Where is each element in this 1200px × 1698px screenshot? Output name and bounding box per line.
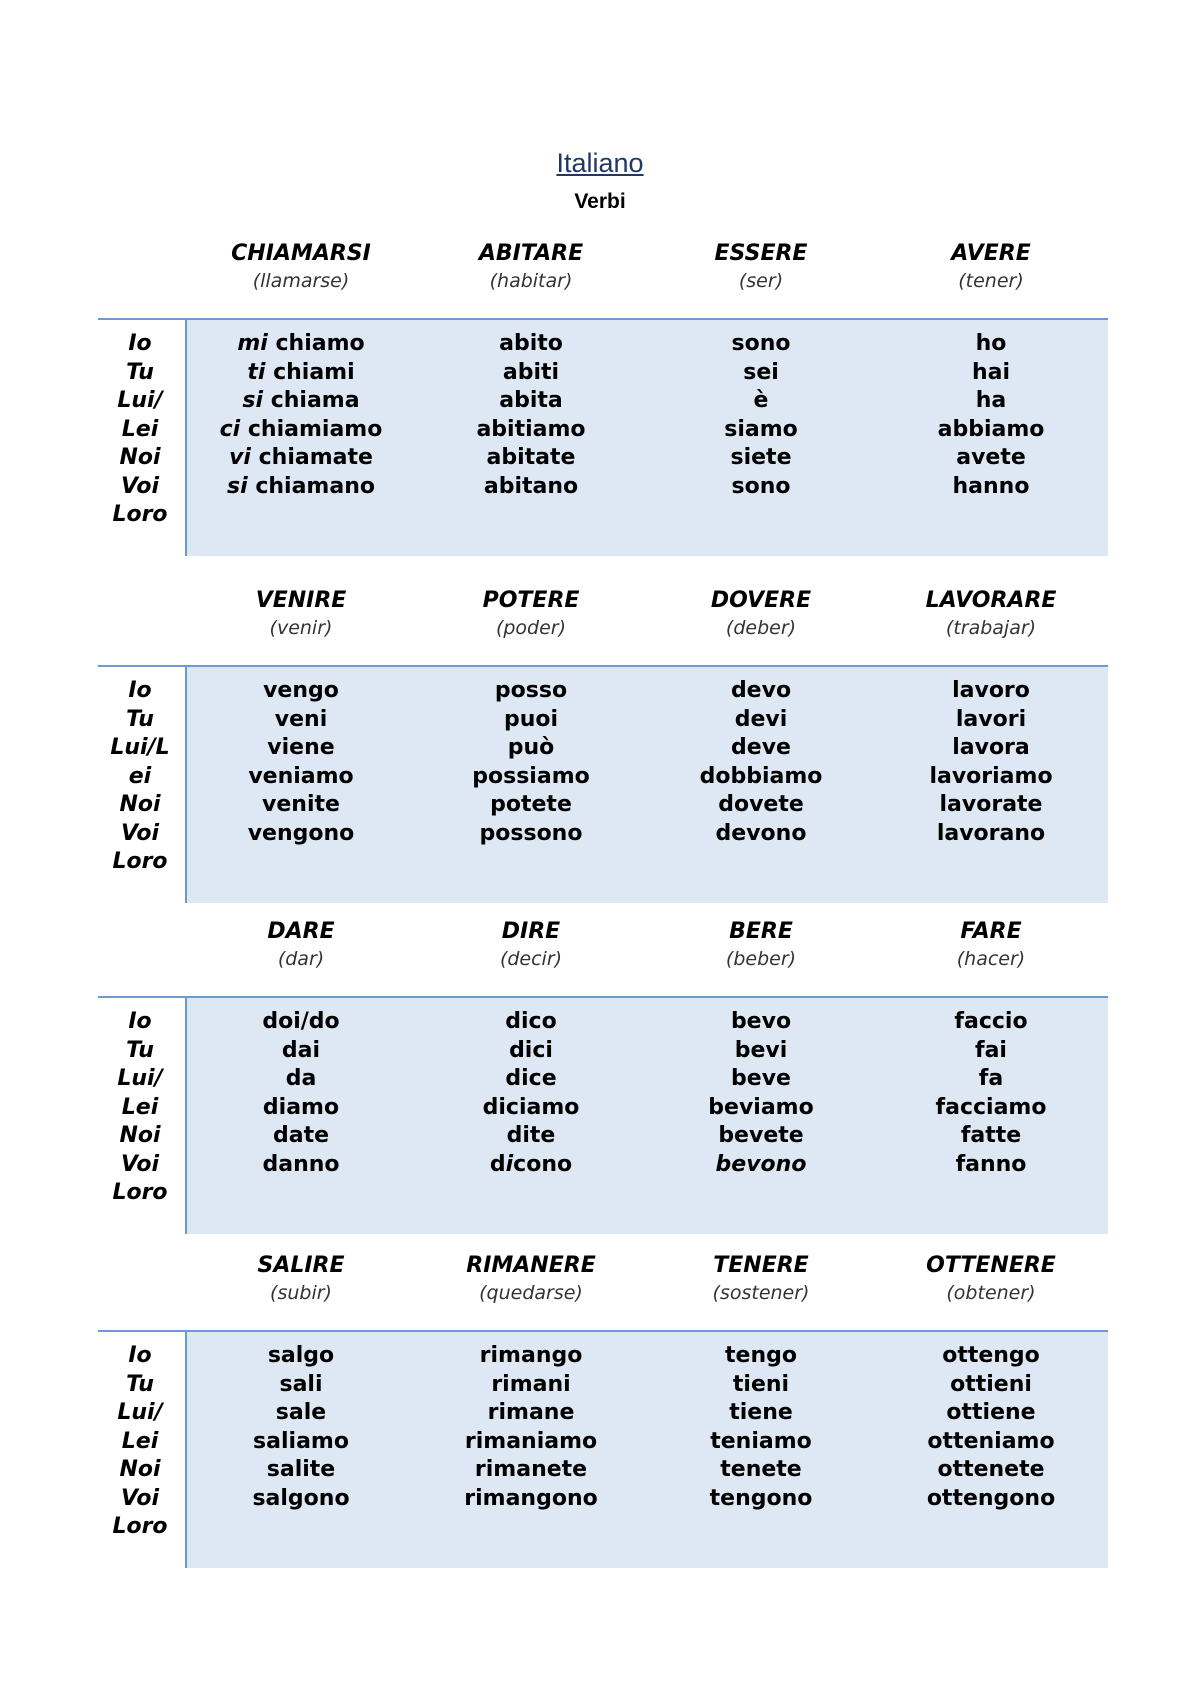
verb-header <box>876 240 1106 294</box>
conjugated-form: lavoro <box>952 678 1030 703</box>
conjugated-form: fai <box>975 1037 1007 1063</box>
verb-translation: (deber) <box>725 617 797 639</box>
reflexive-pronoun: si <box>227 473 248 499</box>
verb-header <box>186 1252 416 1306</box>
verb-infinitive: RIMANERE <box>466 1253 596 1278</box>
verb-form: chiamo <box>267 331 365 356</box>
conjugated-form: tengo <box>725 1343 797 1368</box>
conjugated-form: abitano <box>483 473 579 499</box>
verb-infinitive: DIRE <box>501 919 561 944</box>
verb-translation: (poder) <box>495 617 567 639</box>
verb-header <box>876 918 1106 972</box>
verb-infinitive: CHIAMARSI <box>231 241 371 266</box>
conjugated-form: rimango <box>479 1343 583 1368</box>
conjugated-form: lavorate <box>939 792 1043 817</box>
verb-infinitive: TENERE <box>713 1253 809 1278</box>
verb-translation: (venir) <box>269 617 333 639</box>
verb-header <box>416 1252 646 1306</box>
verb-form-part: cono <box>513 1151 573 1177</box>
conjugated-form: ottiene <box>946 1400 1036 1425</box>
conjugated-form: faccio <box>954 1009 1028 1034</box>
conjugated-form: ottengono <box>926 1485 1056 1511</box>
conjugation-column <box>876 677 1106 848</box>
conjugation-column <box>186 330 416 501</box>
pronoun: Tu <box>126 1037 154 1063</box>
conjugation-column <box>876 1008 1106 1179</box>
verb-form-part: d <box>489 1151 506 1177</box>
verb-form: chiamate <box>250 445 373 470</box>
verb-headers <box>98 587 1108 657</box>
conjugated-form: date <box>272 1123 330 1148</box>
conjugated-form: abitate <box>486 445 576 470</box>
conjugated-form: avete <box>956 445 1026 470</box>
conjugated-form: possiamo <box>472 763 590 789</box>
verb-header <box>876 1252 1106 1306</box>
conjugation-column <box>416 1342 646 1513</box>
conjugated-form: devi <box>734 706 788 732</box>
pronoun: Loro <box>112 502 168 527</box>
conjugated-form: doi/do <box>262 1009 340 1034</box>
verb-infinitive: ESSERE <box>714 241 808 266</box>
verb-form: chiami <box>265 359 355 385</box>
conjugated-form: viene <box>267 735 335 760</box>
pronoun: Lui/ <box>117 1400 163 1425</box>
verb-translation: (subir) <box>270 1282 332 1304</box>
conjugated-form: da <box>285 1066 317 1091</box>
conjugation-column <box>646 677 876 848</box>
pronoun: Voi <box>120 820 160 846</box>
verb-headers <box>98 1252 1108 1322</box>
conjugated-form: ottenete <box>937 1457 1045 1482</box>
conjugated-form <box>416 1151 646 1180</box>
verb-infinitive: DARE <box>267 919 335 944</box>
conjugated-form: beve <box>731 1066 791 1091</box>
conjugated-form: devono <box>715 820 807 846</box>
conjugated-form: veniamo <box>248 763 354 789</box>
page-subtitle: Verbi <box>574 190 626 213</box>
conjugated-form: ottengo <box>942 1343 1040 1368</box>
conjugation-body <box>98 320 1108 556</box>
conjugated-form: lavorano <box>936 820 1046 846</box>
conjugated-form: dai <box>281 1037 321 1063</box>
verb-infinitive: POTERE <box>482 588 580 613</box>
pronoun: Voi <box>120 473 160 499</box>
conjugated-form <box>646 1151 876 1180</box>
conjugated-form: dite <box>506 1123 556 1148</box>
conjugated-form: hanno <box>952 473 1030 499</box>
conjugated-form: sali <box>279 1371 323 1397</box>
pronoun-column <box>98 330 182 530</box>
conjugated-form: lavoriamo <box>929 763 1053 789</box>
conjugated-form: rimani <box>491 1371 571 1397</box>
pronoun: Io <box>128 1009 152 1034</box>
verb-infinitive: ABITARE <box>478 241 584 266</box>
pronoun: Io <box>128 678 152 703</box>
verb-infinitive: BERE <box>729 919 793 944</box>
verb-header <box>186 918 416 972</box>
verb-infinitive: SALIRE <box>257 1253 345 1278</box>
conjugated-form: deve <box>731 735 791 760</box>
pronoun-column <box>98 1342 182 1542</box>
reflexive-pronoun: vi <box>229 445 251 470</box>
conjugated-form: salgo <box>267 1343 335 1368</box>
conjugated-form: bevi <box>734 1037 788 1063</box>
verb-translation: (hacer) <box>956 948 1026 970</box>
verb-header <box>186 587 416 641</box>
pronoun: Lei <box>121 416 159 442</box>
verb-header <box>186 240 416 294</box>
conjugated-form: dici <box>509 1037 553 1063</box>
conjugation-column <box>186 1342 416 1513</box>
conjugated-form: puoi <box>503 706 559 732</box>
pronoun: Lui/ <box>117 388 163 413</box>
conjugated-form: posso <box>494 678 568 703</box>
verb-header <box>876 587 1106 641</box>
reflexive-pronoun: ci <box>219 416 241 442</box>
verb-infinitive: OTTENERE <box>926 1253 1056 1278</box>
conjugated-form: hai <box>971 359 1011 385</box>
conjugated-form: saliamo <box>253 1428 349 1454</box>
verb-form: chiamano <box>247 473 375 499</box>
conjugated-form: beviamo <box>708 1094 814 1120</box>
conjugated-form: dovete <box>718 792 804 817</box>
pronoun: Lui/L <box>110 735 170 760</box>
conjugated-form: venite <box>262 792 340 817</box>
conjugated-form: rimaniamo <box>464 1428 598 1454</box>
verb-infinitive: AVERE <box>951 241 1031 266</box>
conjugated-form: ottieni <box>950 1371 1032 1397</box>
conjugation-column <box>876 1342 1106 1513</box>
verb-infinitive: LAVORARE <box>925 588 1057 613</box>
verb-translation: (ser) <box>738 270 784 292</box>
verb-header <box>646 1252 876 1306</box>
conjugated-form: tiene <box>729 1400 793 1425</box>
conjugation-column <box>416 677 646 848</box>
conjugation-column <box>646 1008 876 1179</box>
verb-translation: (sostener) <box>712 1282 810 1304</box>
pronoun-column <box>98 677 182 877</box>
verb-infinitive: VENIRE <box>255 588 347 613</box>
verb-translation: (obtener) <box>946 1282 1036 1304</box>
pronoun: Noi <box>119 445 161 470</box>
pronoun: Lui/ <box>117 1066 163 1091</box>
conjugated-form: lavori <box>955 706 1027 732</box>
conjugated-form: bevo <box>730 1009 792 1034</box>
reflexive-pronoun: ti <box>247 359 266 385</box>
verb-header <box>646 587 876 641</box>
conjugated-form <box>186 416 416 445</box>
conjugated-form: bevete <box>718 1123 804 1148</box>
conjugated-form: fa <box>978 1066 1004 1091</box>
conjugated-form: vengono <box>247 820 355 846</box>
verb-translation: (quedarse) <box>479 1282 583 1304</box>
conjugated-form <box>186 359 416 388</box>
conjugated-form: potete <box>490 792 572 817</box>
pronoun: Lei <box>121 1094 159 1120</box>
conjugated-form: rimane <box>487 1400 575 1425</box>
conjugated-form: fanno <box>955 1151 1027 1177</box>
verb-form-italic: i <box>505 1151 514 1177</box>
verb-headers <box>98 918 1108 988</box>
verb-form-italic: bevono <box>715 1151 807 1177</box>
conjugated-form: abitiamo <box>476 416 586 442</box>
conjugated-form <box>186 330 416 359</box>
conjugated-form: diciamo <box>482 1094 580 1120</box>
reflexive-pronoun: mi <box>237 331 268 356</box>
conjugated-form <box>186 387 416 416</box>
conjugated-form: dobbiamo <box>699 763 823 789</box>
conjugated-form: rimangono <box>464 1485 598 1511</box>
conjugated-form: tenete <box>720 1457 802 1482</box>
conjugation-body <box>98 667 1108 903</box>
conjugated-form: otteniamo <box>927 1428 1055 1454</box>
conjugated-form: può <box>507 735 555 760</box>
conjugated-form: fatte <box>960 1123 1022 1148</box>
conjugated-form: rimanete <box>474 1457 588 1482</box>
pronoun: Tu <box>126 706 154 732</box>
conjugated-form: sale <box>275 1400 327 1425</box>
conjugated-form: siamo <box>724 416 798 442</box>
pronoun: Lei <box>121 1428 159 1454</box>
conjugated-form: ho <box>975 331 1007 356</box>
conjugation-column <box>416 1008 646 1179</box>
conjugated-form: sono <box>731 331 791 356</box>
verb-header <box>416 587 646 641</box>
conjugated-form: possono <box>479 820 583 846</box>
conjugation-body <box>98 1332 1108 1568</box>
conjugated-form: devo <box>730 678 792 703</box>
conjugated-form: salgono <box>252 1485 350 1511</box>
conjugation-column <box>186 677 416 848</box>
conjugated-form: abbiamo <box>937 416 1045 442</box>
conjugated-form: veni <box>274 706 328 732</box>
verb-infinitive: FARE <box>960 919 1022 944</box>
conjugated-form: tieni <box>732 1371 790 1397</box>
conjugated-form: teniamo <box>710 1428 812 1454</box>
page-title: Italiano <box>556 148 644 178</box>
conjugation-column <box>646 330 876 501</box>
verb-infinitive: DOVERE <box>710 588 812 613</box>
pronoun: Noi <box>119 792 161 817</box>
verb-form: chiama <box>263 388 360 413</box>
conjugated-form: abito <box>499 331 563 356</box>
conjugation-body <box>98 998 1108 1234</box>
conjugated-form <box>186 444 416 473</box>
conjugated-form <box>186 473 416 502</box>
pronoun: Voi <box>120 1485 160 1511</box>
pronoun: Tu <box>126 1371 154 1397</box>
verb-translation: (tener) <box>958 270 1024 292</box>
verb-translation: (habitar) <box>489 270 573 292</box>
conjugated-form: dico <box>505 1009 557 1034</box>
conjugated-form: tengono <box>709 1485 813 1511</box>
pronoun-column <box>98 1008 182 1208</box>
verb-header <box>646 240 876 294</box>
conjugation-column <box>646 1342 876 1513</box>
pronoun: Loro <box>112 1180 168 1205</box>
conjugated-form: sono <box>731 473 791 499</box>
conjugated-form: dice <box>505 1066 557 1091</box>
conjugated-form: sei <box>743 359 779 385</box>
reflexive-pronoun: si <box>242 388 264 413</box>
verb-translation: (decir) <box>499 948 563 970</box>
verb-header <box>416 240 646 294</box>
pronoun: Loro <box>112 849 168 874</box>
conjugated-form: ha <box>975 388 1007 413</box>
conjugated-form: danno <box>262 1151 340 1177</box>
verb-form: chiamiamo <box>240 416 383 442</box>
conjugated-form: diamo <box>262 1094 340 1120</box>
verb-translation: (beber) <box>725 948 797 970</box>
conjugation-column <box>186 1008 416 1179</box>
conjugated-form: lavora <box>952 735 1030 760</box>
conjugated-form: è <box>753 388 769 413</box>
conjugated-form: abita <box>499 388 563 413</box>
verb-headers <box>98 240 1108 310</box>
pronoun: ei <box>128 763 152 789</box>
conjugation-column <box>876 330 1106 501</box>
conjugated-form: salite <box>266 1457 336 1482</box>
verb-translation: (llamarse) <box>252 270 350 292</box>
conjugation-column <box>416 330 646 501</box>
verb-translation: (trabajar) <box>945 617 1037 639</box>
conjugated-form: vengo <box>263 678 339 703</box>
verb-translation: (dar) <box>277 948 325 970</box>
pronoun: Io <box>128 331 152 356</box>
conjugated-form: abiti <box>502 359 560 385</box>
pronoun: Noi <box>119 1457 161 1482</box>
pronoun: Tu <box>126 359 154 385</box>
pronoun: Loro <box>112 1514 168 1539</box>
pronoun: Noi <box>119 1123 161 1148</box>
verb-header <box>646 918 876 972</box>
pronoun: Io <box>128 1343 152 1368</box>
conjugated-form: siete <box>730 445 792 470</box>
verb-header <box>416 918 646 972</box>
pronoun: Voi <box>120 1151 160 1177</box>
conjugated-form: facciamo <box>935 1094 1047 1120</box>
